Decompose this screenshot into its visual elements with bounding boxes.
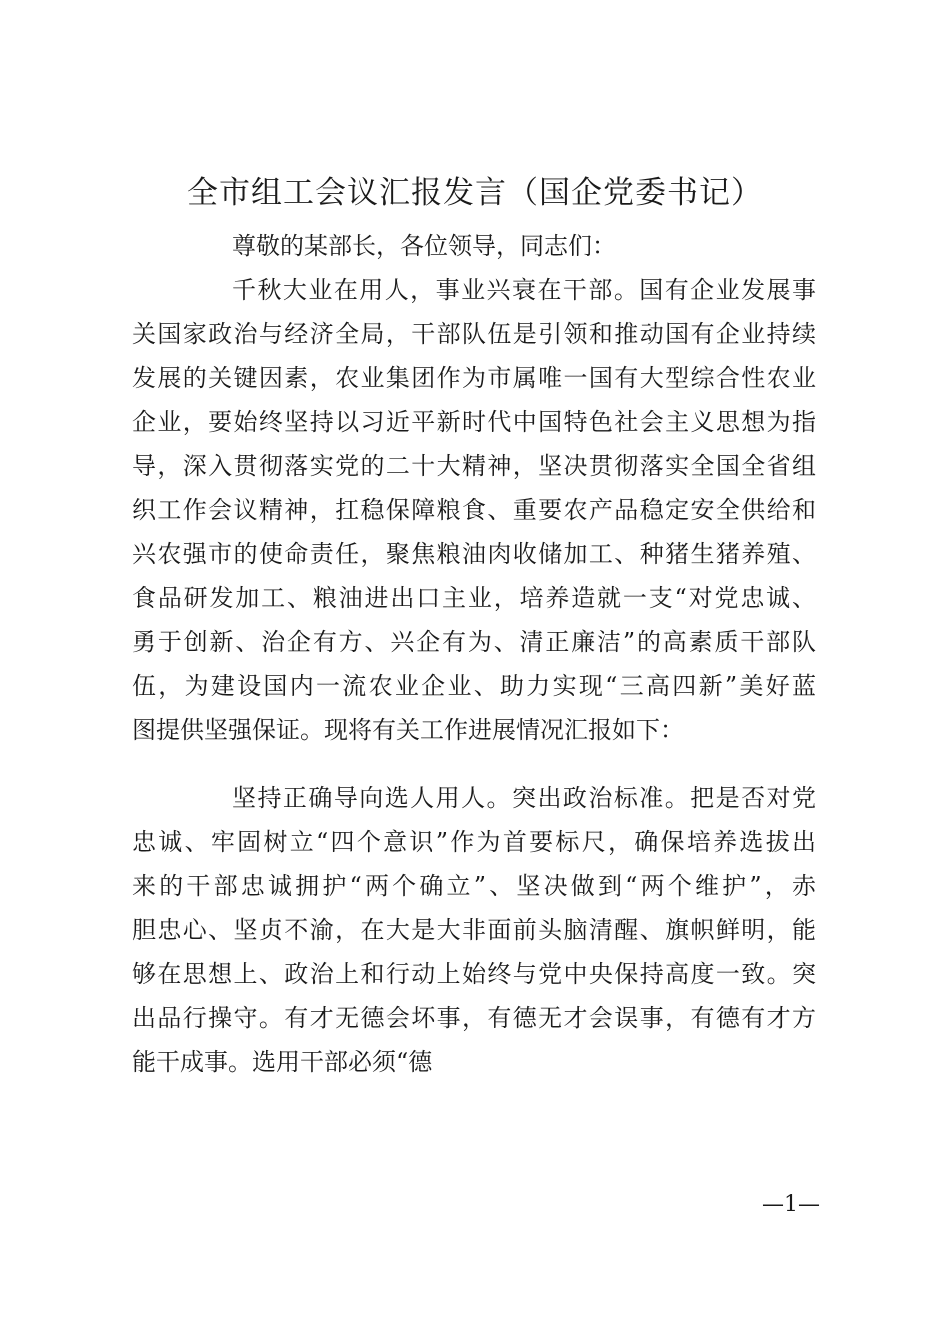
paragraph-line: 忠诚、牢固树立“四个意识”作为首要标尺，确保培养选拔出 [132, 828, 816, 856]
paragraph-line: 伍，为建设国内一流农业企业、助力实现“三高四新”美好蓝 [132, 672, 816, 700]
paragraph-line: 坚持正确导向选人用人。突出政治标准。把是否对党 [232, 784, 816, 812]
paragraph-line: 勇于创新、治企有方、兴企有为、清正廉洁”的高素质干部队 [132, 628, 816, 656]
paragraph-line: 出品行操守。有才无德会坏事，有德无才会误事，有德有才方 [132, 1004, 816, 1032]
paragraph-line: 发展的关键因素，农业集团作为市属唯一国有大型综合性农业 [132, 364, 816, 392]
paragraph-line: 千秋大业在用人，事业兴衰在干部。国有企业发展事 [232, 276, 816, 304]
paragraph-line: 来的干部忠诚拥护“两个确立”、坚决做到“两个维护”，赤 [132, 872, 816, 900]
paragraph-line: 兴农强市的使命责任，聚焦粮油肉收储加工、种猪生猪养殖、 [132, 540, 816, 568]
paragraph-line: 胆忠心、坚贞不渝，在大是大非面前头脑清醒、旗帜鲜明，能 [132, 916, 816, 944]
paragraph-line: 图提供坚强保证。现将有关工作进展情况汇报如下： [132, 716, 684, 744]
page-number: —1— [762, 1192, 820, 1217]
paragraph-line: 织工作会议精神，扛稳保障粮食、重要农产品稳定安全供给和 [132, 496, 816, 524]
paragraph-line: 企业，要始终坚持以习近平新时代中国特色社会主义思想为指 [132, 408, 816, 436]
paragraph-line: 导，深入贯彻落实党的二十大精神，坚决贯彻落实全国全省组 [132, 452, 816, 480]
paragraph-line: 食品研发加工、粮油进出口主业，培养造就一支“对党忠诚、 [132, 584, 816, 612]
document-title: 全市组工会议汇报发言（国企党委书记） [187, 175, 763, 211]
paragraph-line: 关国家政治与经济全局，干部队伍是引领和推动国有企业持续 [132, 320, 816, 348]
salutation: 尊敬的某部长，各位领导，同志们： [232, 232, 616, 260]
paragraph-line: 够在思想上、政治上和行动上始终与党中央保持高度一致。突 [132, 960, 816, 988]
paragraph-line: 能干成事。选用干部必须“德 [132, 1048, 433, 1076]
